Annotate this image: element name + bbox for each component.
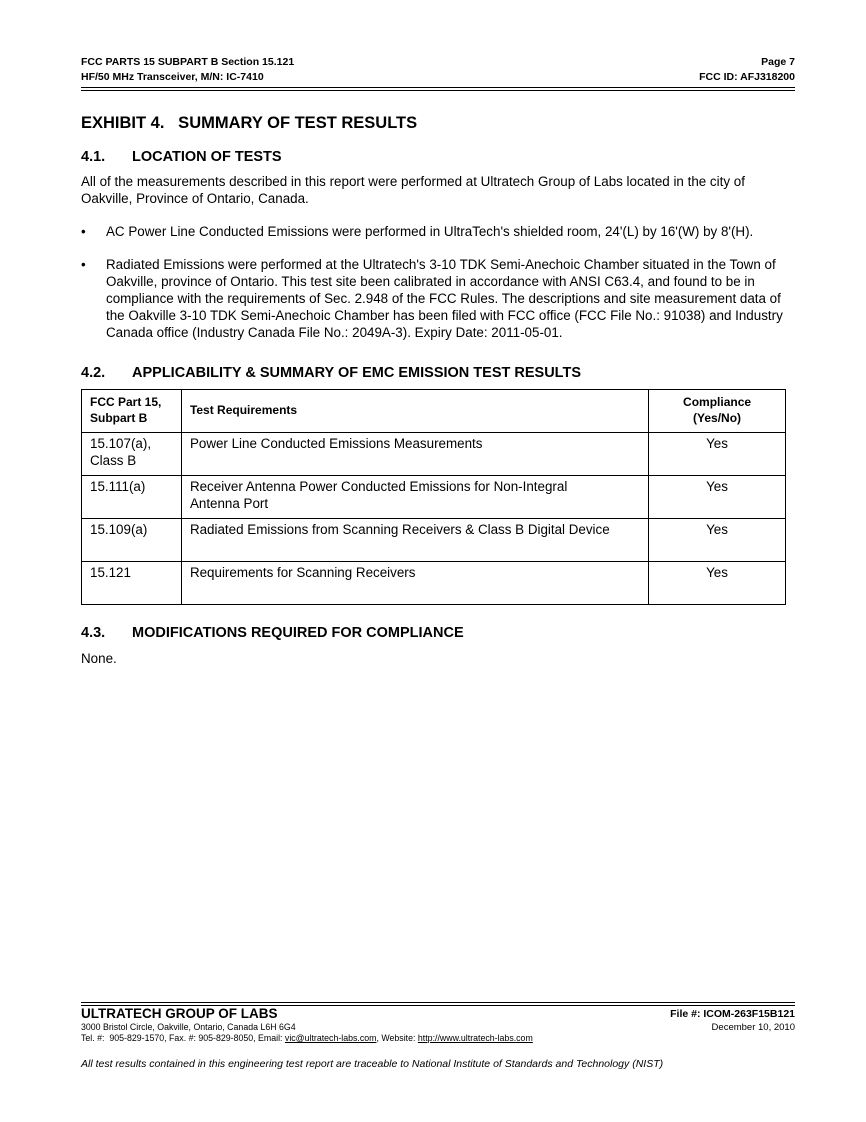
section-4-3-body: None. — [81, 651, 117, 666]
footer-date: December 10, 2010 — [711, 1022, 795, 1033]
section-number: 4.3. — [81, 625, 106, 641]
cell-requirement: Receiver Antenna Power Conducted Emissions for Non-Integral Antenna Port — [181, 476, 648, 519]
cell-compliance: Yes — [649, 476, 786, 519]
section-4-2-heading — [81, 365, 581, 381]
footer-address: 3000 Bristol Circle, Oakville, Ontario, Canada L6H 6G4 — [81, 1022, 296, 1032]
section-number: 4.2. — [81, 365, 106, 381]
header-compliance: Compliance (Yes/No) — [649, 390, 786, 433]
cell-requirement: Radiated Emissions from Scanning Receivers & Class B Digital Device — [181, 519, 648, 562]
table-header-row — [82, 390, 786, 433]
cell-section: 15.109(a) — [82, 519, 182, 562]
section-4-1-heading — [81, 149, 282, 165]
section-4-1-intro: All of the measurements described in this report were performed at Ultratech Group of Labs located in the city of Oakville, Province of Ontario, Canada. — [81, 174, 745, 206]
header-divider — [81, 87, 795, 88]
cell-compliance: Yes — [649, 562, 786, 605]
cell-section: 15.111(a) — [82, 476, 182, 519]
table-row — [82, 433, 786, 476]
header-fcc-id: FCC ID: AFJ318200 — [699, 71, 795, 83]
cell-compliance: Yes — [649, 519, 786, 562]
bullet-text: Radiated Emissions were performed at the Ultratech's 3-10 TDK Semi-Anechoic Chamber situated in the Town of Oakville, province of Ontario. This test site been calibrated in accordance with ANSI C63.4, and found to be in compliance with the requirements of Sec. 2.948 of the FCC Rules. The descriptions and site measurement data of the Oakville 3-10 TDK Semi-Anechoic Chamber has been filed with FCC office (FCC File No.: 91038) and Industry Canada office (Industry Canada File No.: 2049A-3). Expiry Date: 2011-05-01. — [106, 257, 783, 340]
section-title: MODIFICATIONS REQUIRED FOR COMPLIANCE — [132, 625, 464, 641]
section-title: APPLICABILITY & SUMMARY OF EMC EMISSION TEST RESULTS — [132, 365, 581, 381]
table-row — [82, 519, 786, 562]
cell-requirement: Requirements for Scanning Receivers — [181, 562, 648, 605]
header-test-requirements: Test Requirements — [181, 390, 648, 433]
header-regulation: FCC PARTS 15 SUBPART B Section 15.121 — [81, 56, 295, 68]
bullet-icon: • — [81, 224, 86, 239]
website-link[interactable]: http://www.ultratech-labs.com — [417, 1033, 533, 1043]
header-divider — [81, 90, 795, 91]
footer-company: ULTRATECH GROUP OF LABS — [81, 1006, 278, 1021]
footer-divider — [81, 1002, 795, 1003]
table-row — [82, 476, 786, 519]
header-page-number: Page 7 — [761, 56, 795, 68]
cell-compliance: Yes — [649, 433, 786, 476]
footer-traceability-note: All test results contained in this engineering test report are traceable to National Institute of Standards and Technology (NIST) — [81, 1058, 664, 1070]
email-link[interactable]: vic@ultratech-labs.com — [284, 1033, 377, 1043]
bullet-text: AC Power Line Conducted Emissions were performed in UltraTech's shielded room, 24'(L) by 16'(W) by 8'(H). — [106, 224, 754, 239]
header-fcc-section: FCC Part 15, Subpart B — [82, 390, 182, 433]
section-number: 4.1. — [81, 149, 106, 165]
table-row — [82, 562, 786, 605]
cell-section: 15.121 — [82, 562, 182, 605]
bullet-icon: • — [81, 257, 86, 272]
footer-file-number: File #: ICOM-263F15B121 — [670, 1008, 795, 1020]
footer-contact: Tel. #: 905-829-1570, Fax. #: 905-829-8050, Email: vic@ultratech-labs.com, Website: http://www.ultratech-labs.com — [81, 1033, 533, 1043]
cell-section: 15.107(a), Class B — [82, 433, 182, 476]
section-4-3-heading — [81, 625, 464, 641]
exhibit-title: EXHIBIT 4. SUMMARY OF TEST RESULTS — [81, 114, 418, 132]
header-product: HF/50 MHz Transceiver, M/N: IC-7410 — [81, 71, 264, 83]
cell-requirement: Power Line Conducted Emissions Measurements — [181, 433, 648, 476]
section-title: LOCATION OF TESTS — [132, 149, 282, 165]
test-results-table — [81, 389, 786, 605]
page-header — [81, 55, 795, 85]
